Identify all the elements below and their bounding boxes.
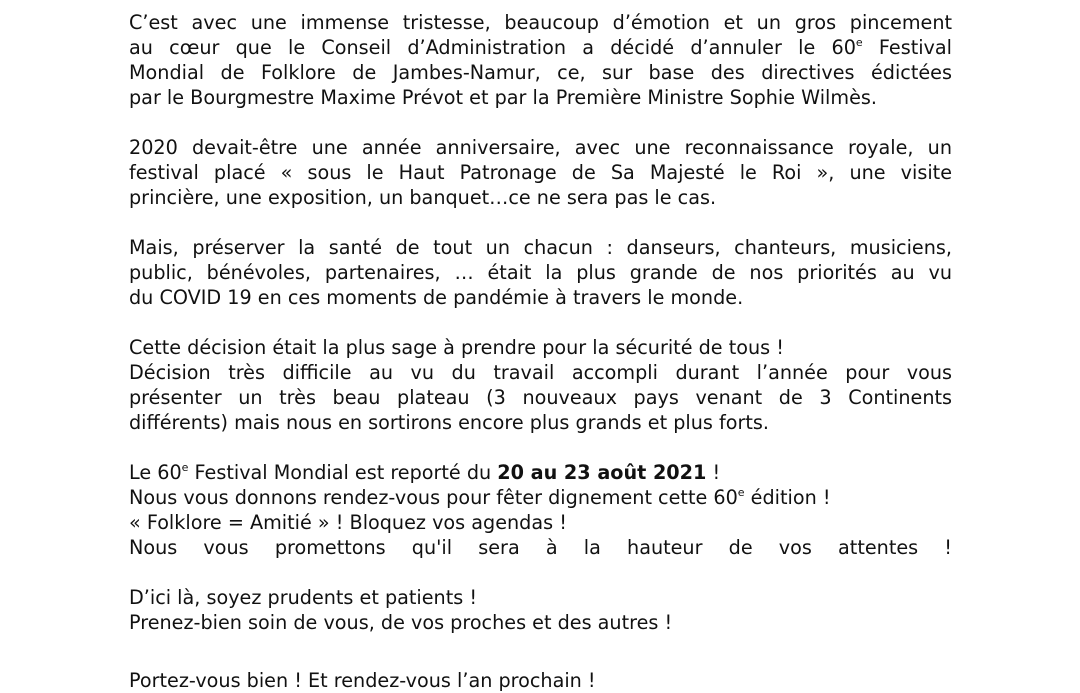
text-line: Décision très difficile au vu du travail accompli durant l’année pour vous [129, 361, 952, 384]
letter-body [129, 10, 952, 660]
text-line: présenter un très beau plateau (3 nouveaux pays venant de 3 Continents [129, 386, 952, 409]
text-line: public, bénévoles, partenaires, … était la plus grande de nos priorités au vu [129, 261, 952, 284]
text-segment: Nous vous donnons rendez-vous pour fêter dignement cette 60 [129, 486, 738, 509]
paragraph-decision [129, 335, 952, 435]
text-line: C’est avec une immense tristesse, beaucoup d’émotion et un gros pincement [129, 11, 952, 34]
text-segment: ! [706, 461, 721, 484]
cropped-text-line: Portez-vous bien ! Et rendez-vous l’an prochain ! [129, 669, 596, 692]
text-line: princière, une exposition, un banquet…ce ne sera pas le cas. [129, 186, 717, 209]
text-line: différents) mais nous en sortirons encore plus grands et plus forts. [129, 411, 769, 434]
paragraph-postponement [129, 460, 952, 560]
paragraph-anniversary [129, 135, 952, 210]
text-line [129, 460, 952, 485]
text-line: Prenez-bien soin de vous, de vos proches et des autres ! [129, 611, 673, 634]
paragraph-cancellation [129, 10, 952, 110]
paragraph-health [129, 235, 952, 310]
text-line: Mais, préserver la santé de tout un chacun : danseurs, chanteurs, musiciens, [129, 236, 952, 259]
text-line: Mondial de Folklore de Jambes-Namur, ce, sur base des directives édictées [129, 61, 952, 84]
text-segment: Festival Mondial est reporté du [188, 461, 498, 484]
paragraph-closing [129, 585, 952, 635]
text-line: D’ici là, soyez prudents et patients ! [129, 586, 478, 609]
text-line: par le Bourgmestre Maxime Prévot et par la Première Ministre Sophie Wilmès. [129, 86, 877, 109]
text-line [129, 485, 952, 510]
superscript: e [181, 461, 189, 474]
new-dates: 20 au 23 août 2021 [497, 461, 707, 484]
text-line [129, 35, 952, 60]
superscript: e [737, 486, 745, 499]
text-segment: Le 60 [129, 461, 182, 484]
text-line: « Folklore = Amitié » ! Bloquez vos agendas ! [129, 511, 567, 534]
text-segment: au cœur que le Conseil d’Administration a décidé d’annuler le 60 [129, 36, 856, 59]
text-line: du COVID 19 en ces moments de pandémie à travers le monde. [129, 286, 744, 309]
text-line: 2020 devait-être une année anniversaire, avec une reconnaissance royale, un [129, 136, 952, 159]
text-line: Cette décision était la plus sage à prendre pour la sécurité de tous ! [129, 336, 784, 359]
text-segment: Festival [862, 36, 953, 59]
text-line: festival placé « sous le Haut Patronage de Sa Majesté le Roi », une visite [129, 161, 952, 184]
superscript: e [855, 36, 863, 49]
text-line: Nous vous promettons qu'il sera à la hauteur de vos attentes ! [129, 536, 952, 559]
text-segment: édition ! [744, 486, 831, 509]
